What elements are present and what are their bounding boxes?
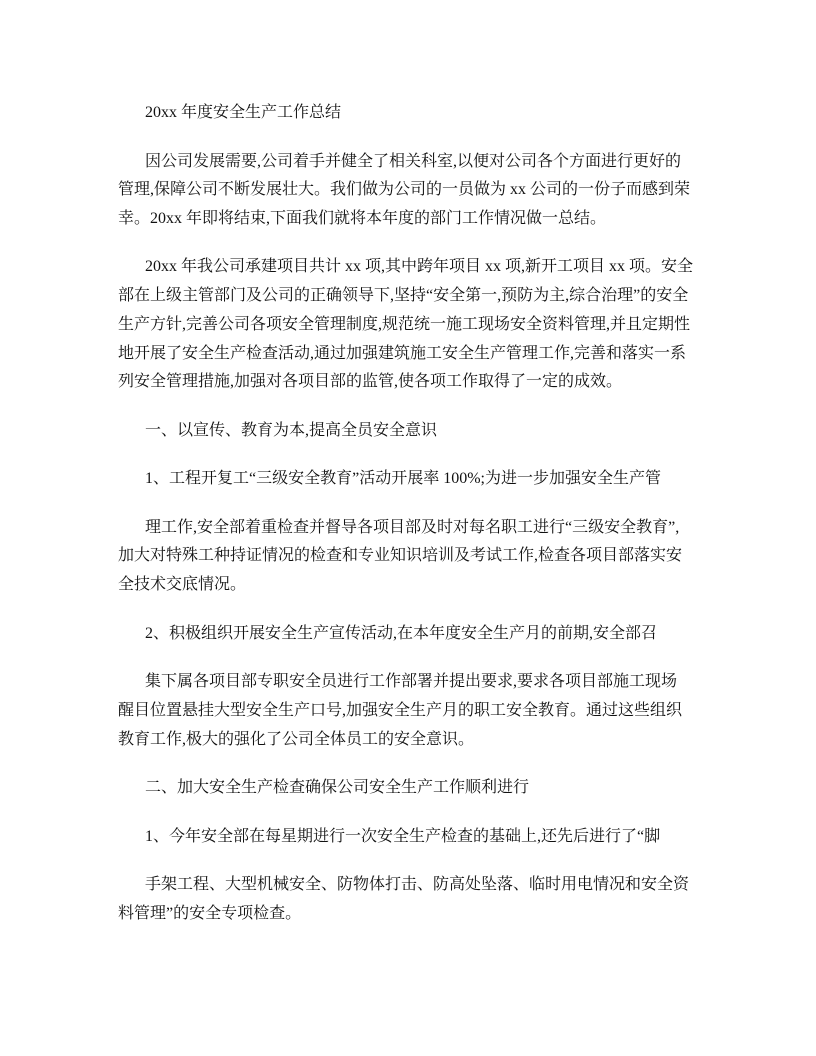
text-line: 1、今年安全部在每星期进行一次安全生产检查的基础上,还先后进行了“脚 [145, 827, 661, 845]
text-line: 集下属各项目部专职安全员进行工作部署并提出要求,要求各项目部施工现场 [145, 673, 678, 691]
text-line: 2、积极组织开展安全生产宣传活动,在本年度安全生产月的前期,安全部召 [145, 624, 658, 642]
text-line: 一、以宣传、教育为本,提高全员安全意识 [145, 421, 438, 439]
text-line: 列安全管理措施,加强对各项目部的监管,使各项工作取得了一定的成效。 [118, 373, 623, 391]
text-line: 醒目位置悬挂大型安全生产口号,加强安全生产月的职工安全教育。通过这些组织 [118, 701, 683, 719]
text-line: 料管理”的安全专项检查。 [118, 904, 302, 922]
text-line: 部在上级主管部门及公司的正确领导下,坚持“安全第一,预防为主,综合治理”的安全 [118, 287, 689, 305]
text-line: 二、加大安全生产检查确保公司安全生产工作顺利进行 [145, 779, 530, 796]
text-line: 教育工作,极大的强化了公司全体员工的安全意识。 [118, 730, 475, 748]
text-line: 加大对特殊工种持证情况的检查和专业知识培训及考试工作,检查各项目部落实安 [118, 547, 683, 565]
text-line: 管理,保障公司不断发展壮大。我们做为公司的一员做为 xx 公司的一份子而感到荣 [118, 181, 691, 199]
text-line: 幸。20xx 年即将结束,下面我们就将本年度的部门工作情况做一总结。 [118, 209, 607, 227]
text-line: 地开展了安全生产检查活动,通过加强建筑施工安全生产管理工作,完善和落实一系 [118, 344, 687, 362]
text-line: 手架工程、大型机械安全、防物体打击、防高处坠落、临时用电情况和安全资 [145, 876, 690, 893]
text-line: 1、工程开复工“三级安全教育”活动开展率 100%;为进一步加强安全生产管 [145, 470, 661, 488]
text-line: 20xx 年我公司承建项目共计 xx 项,其中跨年项目 xx 项,新开工项目 xx 项。安全 [145, 258, 694, 276]
text-line: 理工作,安全部着重检查并督导各项目部及时对每名职工进行“三级安全教育”, [145, 518, 680, 536]
text-line: 生产方针,完善公司各项安全管理制度,规范统一施工现场安全资料管理,并且定期性 [118, 315, 691, 333]
text-line: 因公司发展需要,公司着手并健全了相关科室,以便对公司各个方面进行更好的 [145, 152, 682, 170]
text-line: 全技术交底情况。 [118, 576, 247, 594]
text-line: 20xx 年度安全生产工作总结 [145, 104, 342, 121]
